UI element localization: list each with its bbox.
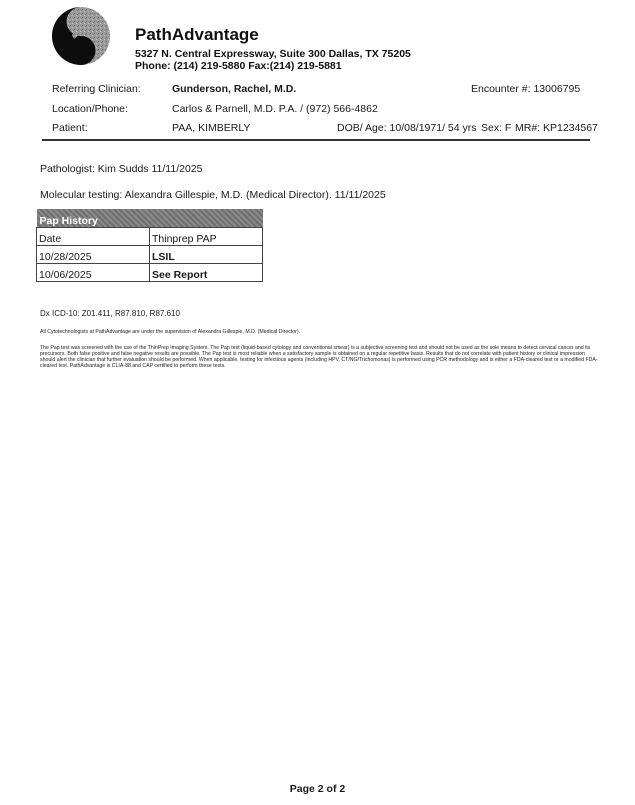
- lab-address-block: [135, 48, 411, 72]
- sex: Sex: F: [481, 122, 512, 134]
- column-header-date: Date: [37, 228, 150, 246]
- location-phone-label: Location/Phone:: [52, 103, 128, 115]
- molecular-testing-line: Molecular testing: Alexandra Gillespie, M.D. (Medical Director). 11/11/2025: [40, 189, 386, 201]
- patient-name: PAA, KIMBERLY: [172, 122, 251, 134]
- supervision-statement: All Cytotechnologists at PathAdvantage are under the supervision of Alexandra Gillespie, M.D. (Medical Director).: [40, 329, 301, 335]
- table-row: [37, 264, 263, 282]
- referring-clinician-label: Referring Clinician:: [52, 83, 141, 95]
- table-row: [37, 246, 263, 264]
- header-divider: [42, 139, 590, 141]
- row-result: See Report: [150, 264, 263, 282]
- encounter-number: Encounter #: 13006795: [471, 83, 581, 95]
- diagnosis-codes: Dx ICD-10: Z01.411, R87.810, R87.610: [40, 309, 180, 318]
- column-header-thinprep: Thinprep PAP: [150, 228, 263, 246]
- patient-label: Patient:: [52, 122, 88, 134]
- pap-history-title: Pap History: [37, 209, 263, 228]
- mr-number: MR#: KP1234567: [515, 122, 598, 134]
- pap-history-table: [36, 209, 263, 282]
- pathologist-line: Pathologist: Kim Sudds 11/11/2025: [40, 163, 203, 175]
- lab-name: PathAdvantage: [135, 25, 259, 44]
- row-date: 10/06/2025: [37, 264, 150, 282]
- location-phone-value: Carlos & Parnell, M.D. P.A. / (972) 566-4862: [172, 103, 378, 115]
- row-result: LSIL: [150, 246, 263, 264]
- disclaimer-text: The Pap test was screened with the use of the ThinPrep Imaging System. The Pap test (liquid-based cytology and conventional smear) is a subjective screening test and should not be used as the sole means to detect cervical cancer and its precursors. Both false positive and false negative results are possible. The Pap test is most reliable when a satisfactory sample is obtained on a regular repetitive basis. Results that do not correlate with patient history or clinical impression should alert the clinician that further evaluation should be performed. When applicable, testing for infectious agents (including HPV, CT/NG/Trichomonas) is performed using PCR methodology and is either a FDA-cleared test or a modified FDA-cleared test. PathAdvantage is CLIA-88 and CAP certified to perform these tests.: [40, 345, 598, 369]
- table-header-row: [37, 228, 263, 246]
- pap-history-header-row: [37, 209, 263, 228]
- dob-age: DOB/ Age: 10/08/1971/ 54 yrs: [337, 122, 477, 134]
- row-date: 10/28/2025: [37, 246, 150, 264]
- lab-contact: Phone: (214) 219-5880 Fax:(214) 219-5881: [135, 60, 342, 72]
- page-number: Page 2 of 2: [289, 783, 346, 795]
- lab-address: 5327 N. Central Expressway, Suite 300 Dallas, TX 75205: [135, 48, 411, 60]
- yin-yang-logo-icon: [50, 5, 112, 67]
- referring-clinician-value: Gunderson, Rachel, M.D.: [172, 83, 297, 95]
